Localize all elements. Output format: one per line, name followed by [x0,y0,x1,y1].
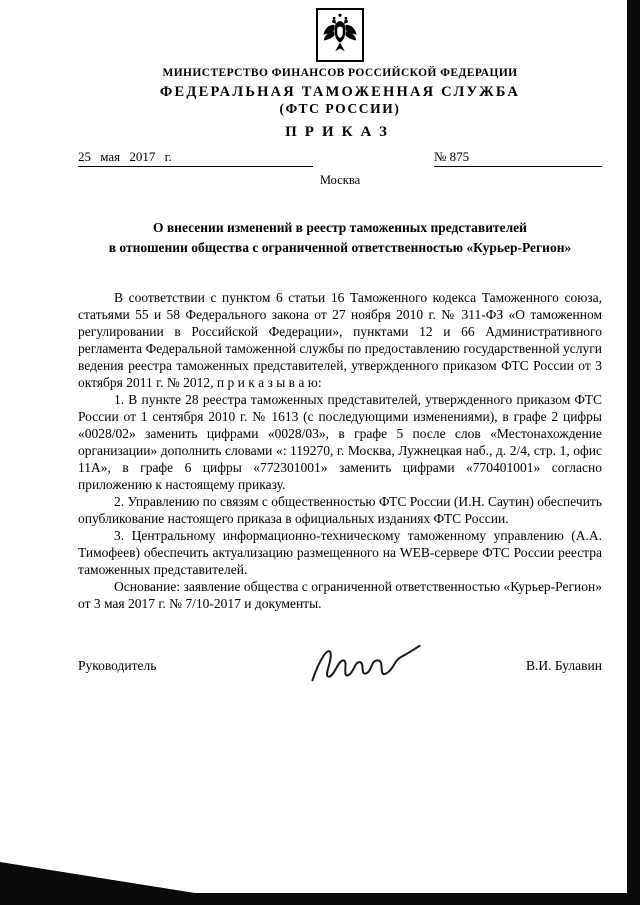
order-paragraph-3: 3. Центральному информационно-техническому таможенному управлению (А.А. Тимофеев) обеспечить актуализацию размещенного на WEB-сервере ФТС России реестра таможенных представителей. [78,527,602,577]
order-title-line2: в отношении общества с ограниченной ответственностью «Курьер-Регион» [108,240,572,256]
coat-of-arms-icon [321,11,359,60]
coat-of-arms [316,8,364,62]
order-paragraph-preamble: В соответствии с пунктом 6 статьи 16 Таможенного кодекса Таможенного союза, статьями 55 и 58 Федерального закона от 27 ноября 2010 г. № 311-ФЗ «О таможенном регулировании в Российской Федерации», пунктами 12 и 66 Административного регламента Федеральной таможенной службы по предоставлению государственной услуги ведения реестра таможенных представителей, утвержденного приказом ФТС России от 3 октября 2011 г. № 2012, п р и к а з ы в а ю: [78,289,602,390]
order-paragraph-2: 2. Управлению по связям с общественностью ФТС России (И.Н. Саутин) обеспечить опубликование настоящего приказа в официальных изданиях ФТС России. [78,493,602,526]
agency-name-line: ФЕДЕРАЛЬНАЯ ТАМОЖЕННАЯ СЛУЖБА [159,84,521,100]
date-number-row [78,149,602,167]
order-number: № 875 [434,149,602,167]
signature-block [78,640,602,692]
scan-edge-bottom [0,893,640,905]
order-title-line1: О внесении изменений в реестр таможенных представителей [153,220,527,235]
agency-abbr-line: (ФТС РОССИИ) [279,101,401,116]
scan-edge-right [627,0,640,905]
scan-edge-corner [0,862,195,893]
ministry-line: МИНИСТЕРСТВО ФИНАНСОВ РОССИЙСКОЙ ФЕДЕРАЦИИ [162,67,518,79]
order-body [78,289,602,612]
handwritten-signature-icon [307,640,425,692]
issue-city: Москва [319,173,361,187]
document-type: ПРИКАЗ [285,124,395,140]
order-basis: Основание: заявление общества с ограниченной ответственностью «Курьер-Регион» от 3 мая 2017 г. № 7/10-2017 и документы. [78,578,602,611]
order-title [78,218,602,259]
order-date: 25 мая 2017 г. [78,149,313,167]
signer-name: В.И. Булавин [525,657,602,673]
order-paragraph-1: 1. В пункте 28 реестра таможенных представителей, утвержденного приказом ФТС России от 1 сентября 2010 г. № 1613 (с последующими изменениями), в графе 2 цифры «0028/02» заменить цифрами «0028/03», в графе 5 после слов «Местонахождение организации» дополнить словами «: 119270, г. Москва, Лужнецкая наб., д. 2/4, стр. 1, офис 11А», в графе 6 цифры «772301001» заменить цифрами «770401001» согласно приложению к настоящему приказу. [78,391,602,492]
signer-role: Руководитель [78,657,157,673]
